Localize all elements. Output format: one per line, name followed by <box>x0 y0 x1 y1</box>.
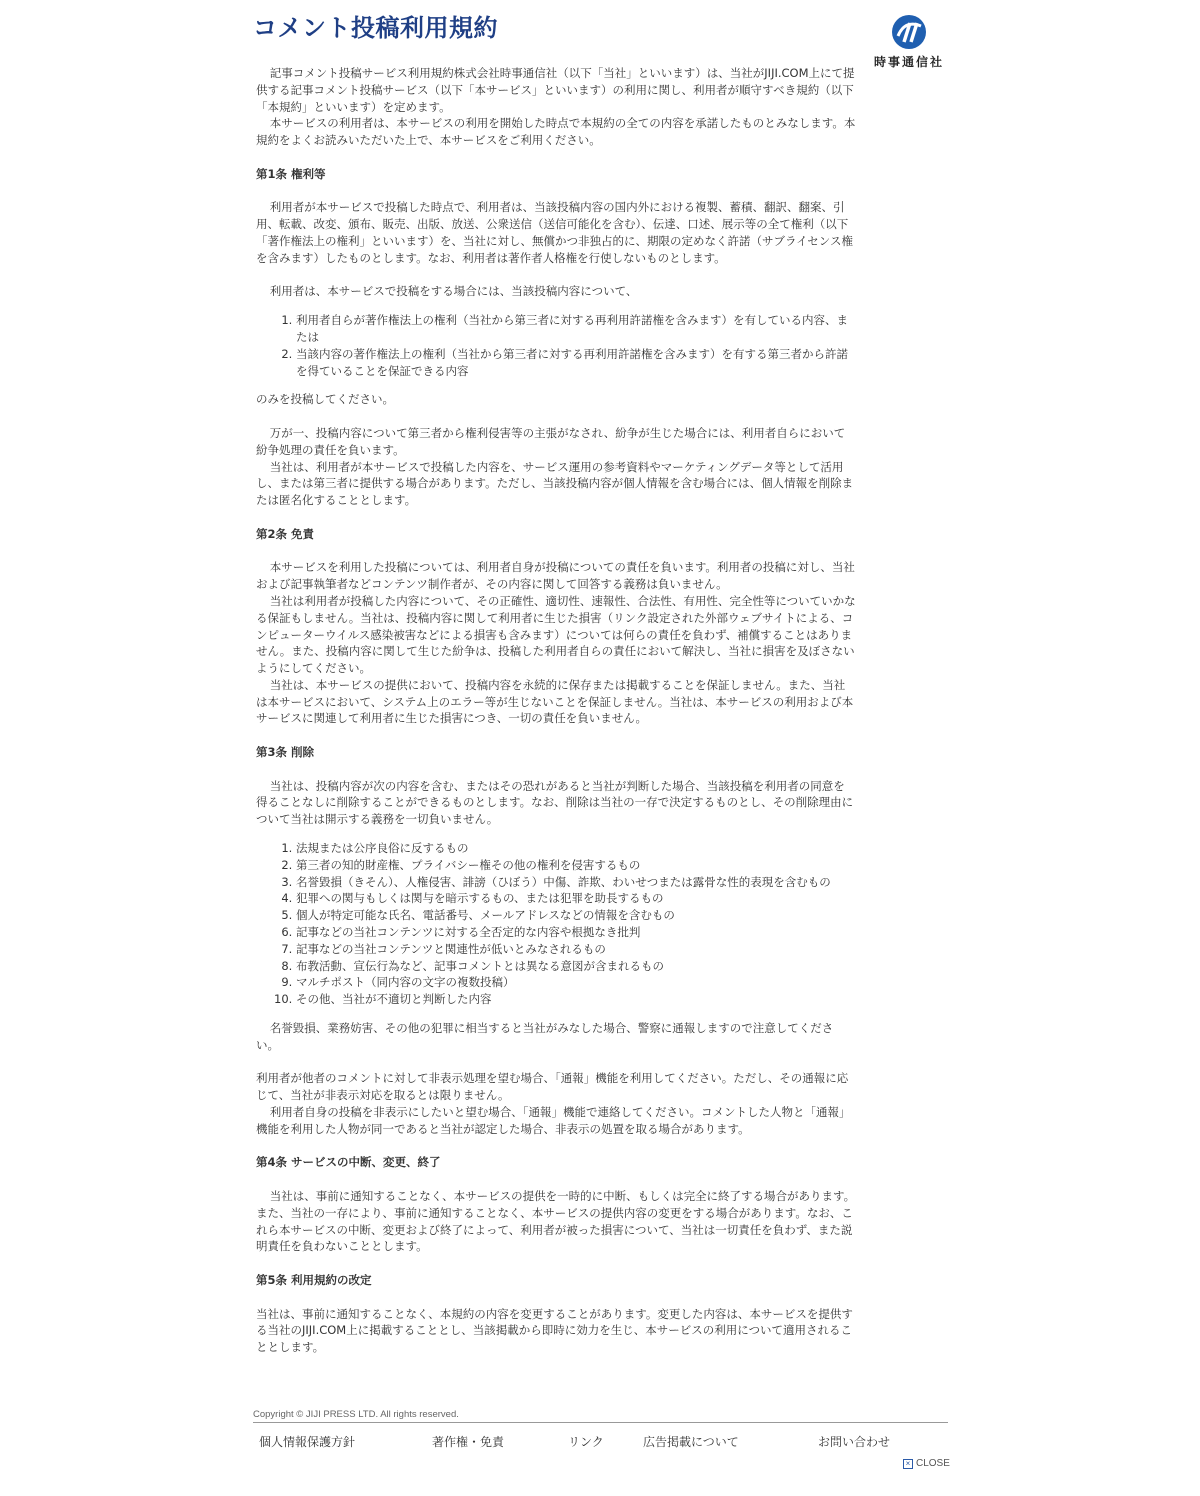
footer-copyright: Copyright © JIJI PRESS LTD. All rights reserved. <box>253 1409 459 1420</box>
list-item: 1. 利用者自らが著作権法上の権利（当社から第三者に対する再利用許諾権を含みます）を有している内容、または <box>296 312 856 346</box>
list-item: 1. 法規または公序良俗に反するもの <box>296 840 856 857</box>
footer-link-copyright[interactable]: 著作権・免責 <box>432 1435 505 1449</box>
article-2-paragraph: 当社は、本サービスの提供において、投稿内容を永続的に保存または掲載することを保証しません。また、当社は本サービスにおいて、システム上のエラー等が生じないことを保証しません。当社は、本サービスの利用および本サービスに関連して利用者に生じた損害につき、一切の責任を負いません。 <box>256 677 854 726</box>
list-item: 4. 犯罪への関与もしくは関与を暗示するもの、または犯罪を助長するもの <box>296 890 856 907</box>
list-item: 10. その他、当社が不適切と判断した内容 <box>296 991 856 1008</box>
article-4-paragraph: 当社は、事前に通知することなく、本サービスの提供を一時的に中断、もしくは完全に終了する場合があります。また、当社の一存により、事前に通知することなく、本サービスの提供内容の変更をする場合があります。なお、これら本サービスの中断、変更および終了によって、利用者が被った損害について、当社は一切責任を負わず、また説明責任を負わないこととします。 <box>256 1189 856 1254</box>
article-5-paragraph: 当社は、事前に通知することなく、本規約の内容を変更することがあります。変更した内容は、本サービスを提供する当社のJIJI.COM上に掲載することとし、当該掲載から即時に効力を生じ、本サービスの利用について適用されることとします。 <box>256 1306 853 1355</box>
intro-paragraph-2: 本サービスの利用者は、本サービスの利用を開始した時点で本規約の全ての内容を承諾したものとみなします。本規約をよくお読みいただいた上で、本サービスをご利用ください。 <box>256 116 856 148</box>
jiji-logo[interactable] <box>870 14 948 72</box>
article-1-paragraph: のみを投稿してください。 <box>256 392 394 407</box>
list-item: 9. マルチポスト（同内容の文字の複数投稿） <box>296 974 856 991</box>
list-item: 8. 布教活動、宣伝行為など、記事コメントとは異なる意図が含まれるもの <box>296 958 856 975</box>
footer-link-advertising[interactable]: 広告掲載について <box>643 1435 739 1449</box>
list-item: 5. 個人が特定可能な氏名、電話番号、メールアドレスなどの情報を含むもの <box>296 907 856 924</box>
article-3-list <box>256 840 856 1008</box>
article-4-heading: 第4条 サービスの中断、変更、終了 <box>256 1155 441 1170</box>
article-3-paragraph: 利用者自身の投稿を非表示にしたいと望む場合、「通報」機能で連絡してください。コメントした人物と「通報」機能を利用した人物が同一であると当社が認定した場合、非表示の処置を取る場合があります。 <box>256 1105 851 1136</box>
close-icon: × <box>903 1459 913 1469</box>
list-item: 3. 名誉毀損（きそん）、人権侵害、誹謗（ひぼう）中傷、詐欺、わいせつまたは露骨な性的表現を含むもの <box>296 874 856 891</box>
article-1-paragraph: 利用者が本サービスで投稿した時点で、利用者は、当該投稿内容の国内外における複製、蓄積、翻訳、翻案、引用、転載、改変、頒布、販売、出版、放送、公衆送信（送信可能化を含む）、伝達、口述、展示等の全て権利（以下「著作権法上の権利」といいます）を、当社に対し、無償かつ非独占的に、期限の定めなく許諾（サブライセンス権を含みます）したものとします。なお、利用者は著作者人格権を行使しないものとします。 <box>256 200 853 265</box>
footer-link-links[interactable]: リンク <box>568 1435 604 1449</box>
article-3-paragraph: 当社は、投稿内容が次の内容を含む、またはその恐れがあると当社が判断した場合、当該投稿を利用者の同意を得ることなしに削除することができるものとします。なお、削除は当社の一存で決定するものとし、その削除理由について当社は開示する義務を一切負いません。 <box>256 778 854 827</box>
close-label: CLOSE <box>916 1458 950 1469</box>
list-item: 2. 第三者の知的財産権、プライバシー権その他の権利を侵害するもの <box>296 857 856 874</box>
article-2-paragraph: 当社は利用者が投稿した内容について、その正確性、適切性、速報性、合法性、有用性、完全性等についていかなる保証もしません。当社は、投稿内容に関して利用者に生じた損害（リンク設定された外部ウェブサイトによる、コンピューターウイルス感染被害などによる損害も含みます）については何らの責任を負わず、補償することはありません。また、投稿内容に関して生じた紛争は、投稿した利用者自らの責任において解決し、当社に損害を及ぼさないようにしてください。 <box>256 593 856 676</box>
article-1-list <box>256 312 856 379</box>
article-3-heading: 第3条 削除 <box>256 745 315 760</box>
article-1-paragraph: 利用者は、本サービスで投稿をする場合には、当該投稿内容について、 <box>269 284 638 299</box>
logo-text: 時事通信社 <box>873 55 944 69</box>
footer-divider <box>253 1422 948 1423</box>
article-2-paragraph: 本サービスを利用した投稿については、利用者自身が投稿についての責任を負います。利用者の投稿に対し、当社および記事執筆者などコンテンツ制作者が、その内容に関して回答する義務は負いません。 <box>256 560 855 592</box>
footer-link-contact[interactable]: お問い合わせ <box>818 1435 891 1449</box>
article-1-heading: 第1条 権利等 <box>256 166 326 181</box>
page-title: コメント投稿利用規約 <box>253 14 498 42</box>
list-item: 6. 記事などの当社コンテンツに対する全否定的な内容や根拠なき批判 <box>296 924 856 941</box>
article-2-heading: 第2条 免責 <box>256 526 315 541</box>
close-button[interactable] <box>903 1458 950 1469</box>
article-1-paragraph: 当社は、利用者が本サービスで投稿した内容を、サービス運用の参考資料やマーケティングデータ等として活用し、または第三者に提供する場合があります。ただし、当該投稿内容が個人情報を含む場合には、個人情報を削除または匿名化することとします。 <box>256 459 854 508</box>
list-item: 7. 記事などの当社コンテンツと関連性が低いとみなされるもの <box>296 941 856 958</box>
article-3-paragraph: 利用者が他者のコメントに対して非表示処理を望む場合、「通報」機能を利用してください。ただし、その通報に応じて、当社が非表示対応を取るとは限りません。 <box>256 1071 849 1103</box>
list-item: 2. 当該内容の著作権法上の権利（当社から第三者に対する再利用許諾権を含みます）を有する第三者から許諾を得ていることを保証できる内容 <box>296 346 856 380</box>
intro-paragraph-1: 記事コメント投稿サービス利用規約株式会社時事通信社（以下「当社」といいます）は、当社がJIJI.COM上にて提供する記事コメント投稿サービス（以下「本サービス」といいます）の利用に関し、利用者が順守すべき規約（以下「本規約」といいます）を定めます。 <box>256 66 855 114</box>
article-1-paragraph: 万が一、投稿内容について第三者から権利侵害等の主張がなされ、紛争が生じた場合には、利用者自らにおいて紛争処理の責任を負います。 <box>256 425 846 457</box>
article-3-paragraph: 名誉毀損、業務妨害、その他の犯罪に相当すると当社がみなした場合、警察に通報しますので注意してください。 <box>256 1021 834 1052</box>
article-5-heading: 第5条 利用規約の改定 <box>256 1272 372 1287</box>
terms-content <box>256 65 856 1356</box>
footer-link-privacy[interactable]: 個人情報保護方針 <box>259 1435 356 1449</box>
jiji-logo-icon <box>891 14 927 50</box>
